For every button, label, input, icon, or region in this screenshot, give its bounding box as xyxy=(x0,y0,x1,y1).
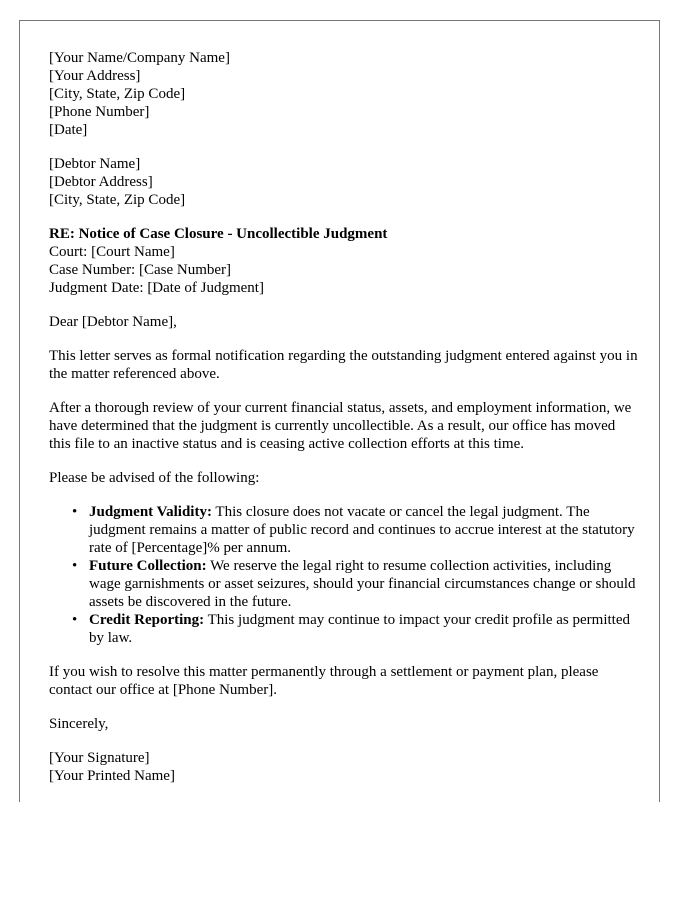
list-item-credit-reporting xyxy=(72,611,639,647)
bullet-icon: • xyxy=(72,558,78,574)
letter-page xyxy=(19,20,660,802)
reference-judgment-date: Judgment Date: [Date of Judgment] xyxy=(49,280,264,296)
reference-block xyxy=(49,225,639,297)
list-item-title: Judgment Validity: xyxy=(89,504,212,520)
paragraph-advised: Please be advised of the following: xyxy=(49,470,260,486)
sender-street: [Your Address] xyxy=(49,68,141,84)
list-item-title: Future Collection: xyxy=(89,558,207,574)
paragraph-review: After a thorough review of your current financial status, assets, and employment information, we have determined that the judgment is currently uncollectible. As a result, our office has moved this file to an inactive status and is ceasing active collection efforts at this time. xyxy=(49,400,632,452)
bullet-icon: • xyxy=(72,612,78,628)
paragraph-intro: This letter serves as formal notification regarding the outstanding judgment entered against you in the matter referenced above. xyxy=(49,348,638,382)
printed-name: [Your Printed Name] xyxy=(49,768,175,784)
sender-address xyxy=(49,49,639,139)
list-item-judgment-validity xyxy=(72,503,639,557)
list-item-text: We reserve the legal right to resume collection activities, including wage garnishments or asset seizures, should your financial circumstances change or should assets be discovered in the future. xyxy=(89,558,636,610)
recipient-name: [Debtor Name] xyxy=(49,156,141,172)
reference-heading: RE: Notice of Case Closure - Uncollectible Judgment xyxy=(49,226,388,242)
list-item-title: Credit Reporting: xyxy=(89,612,205,628)
letter-date: [Date] xyxy=(49,122,88,138)
paragraph-resolve: If you wish to resolve this matter permanently through a settlement or payment plan, please contact our office at [Phone Number]. xyxy=(49,664,599,698)
notice-list xyxy=(49,503,639,647)
list-item-text: This judgment may continue to impact your credit profile as permitted by law. xyxy=(89,612,630,646)
list-item-text: This closure does not vacate or cancel the legal judgment. The judgment remains a matter of public record and continues to accrue interest at the statutory rate of [Percentage]% per annum. xyxy=(89,504,635,556)
reference-court: Court: [Court Name] xyxy=(49,244,175,260)
sender-phone: [Phone Number] xyxy=(49,104,150,120)
salutation: Dear [Debtor Name], xyxy=(49,314,177,330)
signature-line: [Your Signature] xyxy=(49,750,150,766)
recipient-address xyxy=(49,155,639,209)
closing: Sincerely, xyxy=(49,716,109,732)
signature-block xyxy=(49,749,639,785)
recipient-city: [City, State, Zip Code] xyxy=(49,192,186,208)
letter-content xyxy=(49,49,639,801)
bullet-icon: • xyxy=(72,504,78,520)
reference-case-number: Case Number: [Case Number] xyxy=(49,262,232,278)
recipient-street: [Debtor Address] xyxy=(49,174,153,190)
list-item-future-collection xyxy=(72,557,639,611)
sender-city: [City, State, Zip Code] xyxy=(49,86,186,102)
sender-name: [Your Name/Company Name] xyxy=(49,50,230,66)
